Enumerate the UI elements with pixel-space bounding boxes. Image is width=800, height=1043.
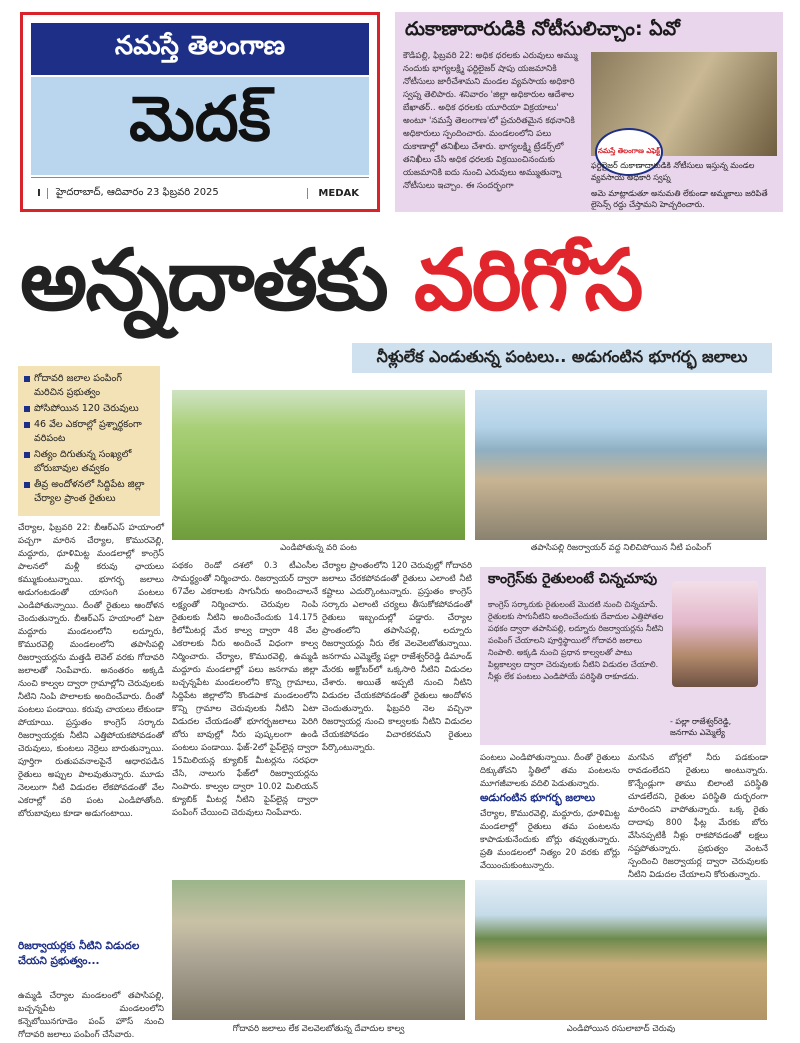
edition-title: మెదక్ [31, 77, 369, 175]
highlight-item: తీవ్ర అందోళనలో సిద్దిపేట జిల్లా చేర్యాల ప్రాంత రైతులు [24, 478, 154, 506]
canal-photo [172, 880, 465, 1020]
reservoir-caption: తపాసిపల్లి రిజర్వాయర్ వద్ద నిలిచిపోయిన నీటి పంపింగ్ [530, 543, 712, 553]
notice-headline: దుకాణాదారుడికి నోటీసులిచ్చాం: ఏవో [405, 18, 680, 40]
notice-tail: అమె మాట్లాడుతూ అనుమతి లేకుండా అమ్మకాలు జరిపితే లైసెన్స్ రద్దు చేస్తామని హెచ్చరించారు. [591, 189, 768, 209]
article-column-4: మగపిన బోర్లలో నీరు పడకుండా రావడంలేదని రైతులు అంటున్నారు. కొన్నేండ్లుగా తాము బిలాంటి పరిస్థితి చూడలేదని, రైతుల పరిస్థితి దుర్భరంగా మారిందని వాపోతున్నారు. ఒక్క రైతు దాదాపు 800 ఫీట్ల మేరకు బోరు వేసినప్పటికీ నీళ్లు రాకపోవడంతో లక్షలు నష్టపోతున్నారు. ప్రభుత్వం వెంటనే స్పందించి రిజర్వాయర్ల ద్వారా చెరువులకు నీటిని విడుదల చేయాలని కోరుతున్నారు. [628, 753, 768, 880]
dateline: హైదరాబాద్, ఆదివారం 23 ఫిబ్రవరి 2025 [56, 187, 219, 198]
congress-box [480, 567, 766, 745]
column-1-tail: ఉమ్మడి చేర్యాల మండలంలో తపాసిపల్లి, బచ్చన్నపేట మండలంలోని కన్నెబోయినగూడెం పంప్ హౌస్ నుంచి గోదావరి జలాలు పంపింగ్ చేసేవారు. [18, 991, 164, 1040]
article-column-2: పథకం రెండో దశలో 0.3 టీఎంసీల సామర్థ్యంతో నిర్మించారు. రిజర్వాయర్ ద్వారా 67వేల ఎకరాలకు సాగునీరు అందించాలనే లక్ష్యంతో నిర్మించారు. చెరువుల నింపి రైతులకు నీటిని అందించేందుకు 14.175 కిలోమీటర్ల మేర కాల్వ ద్వారా 48 వేల ఎకరాలకు నీరు అందించే విధంగా కాల్వ నిర్మించారు. చేర్యాల, కొమురవెల్లి, ఉమ్మడి మద్దూరు మండలాల్లో పలు జనగామ జిల్లా బచ్చన్నపేట మండలంలోని కొన్ని గ్రామాలు, సిద్దిపేట జిల్లాలోని కొండపాక మండలంలోని కొన్ని గ్రామాల చెరువులకు నీటిని ఏటా విడుదల చేయడంతో భూగర్భజలాలు పెరిగి బోరు బావుల్లో నీరు పుష్కలంగా ఉండి పంటలు పండాయి. ఫేజ్-2లో పైప్‌లైన్ల ద్వారా 15మిలియన్ల క్యూబిక్ మీటర్లను సరఫరా చేసి, నాలుగు ఫేజ్‌లో రిజర్వాయర్లను నింపారు. కాల్వల ద్వారా 10.02 మిలియన్ క్యూబిక్ మీటర్ల నీటిని పైప్‌లైన్ల ద్వారా పంపింగ్ చేయించి చెరువులు నింపేవారు. [172, 561, 318, 818]
article-column-3: చేర్యాల ప్రాంతంలోని 120 చెరువుల్లో గోదావరి జలాలు చేరకపోవడంతో రైతులు ఎలాంటి నీటి కష్టాలు ఎదుర్కొంటున్నారు. ప్రస్తుతం కాంగ్రెస్ సర్కారు ఎలాంటి చర్యలు తీసుకోకపోవడంతో రైతులు ఇబ్బందుల్లో పడ్డారు. చేర్యాల ప్రాంతంలోని తపాసిపల్లి, లద్నూరు రిజర్వాయర్లు నీరు లేక వెలవెలబోతున్నాయి. జనగామ ఎమ్మెల్యే పల్లా రాజేశ్వర్‌రెడ్డి డిమాండ్ మేరకు అక్టోబర్‌లో ఒక్కసారి నీటిని విడుదల చేశారు. అయితే అప్పటి నుంచి నీటిని విడుదల చేయకపోవడంతో రైతులు ఆందోళన చెందుతున్నారు. ఫిబ్రవరి నెల వచ్చినా రిజర్వాయర్ల నుంచి కాల్వలకు నీటిని విడుదల చేయకపోవడం విచారకరమని రైతులు పేర్కొంటున్నారు. [322, 561, 472, 753]
groundwater-subhead: అడుగంటిన భూగర్భ జలాలు [480, 792, 596, 804]
congress-body: కాంగ్రెస్ సర్కారుకు రైతులంటే మొదటి నుంచి చిన్నచూపే. రైతులకు సాగునీటిని అందించేందుకు దేవాదుల ఎత్తిపోతల పథకం ద్వారా తపాసిపల్లి, లద్నూరు రిజర్వాయర్లను నీటిని పంపింగ్ చేయాలని పూర్తిస్థాయిలో గోదావరి జలాలు నింపాలి. అక్కడి నుంచి ప్రధాన కాల్వలతో పాటు పిల్లకాల్వల ద్వారా చెరువులకు నీటిని విడుదల చేయాలి. నీళ్లు లేక పంటలు ఎండిపోయే పరిస్థితి రాకూడదు. [488, 600, 664, 681]
highlights-box [18, 366, 160, 516]
notice-body: కౌడిపల్లి, ఫిబ్రవరి 22: అధిక ధరలకు ఎరువులు అమ్ము నందుకు భాగ్యలక్ష్మి ఫర్టిలైజర్ షాపు యజమానికి నోటీసులు జారీచేశామని మండల వ్యవసాయ అధికారి స్వప్న తెలిపారు. శనివారం 'జిల్లా అధికారుల ఆదేశాల బేఖాతర్.. అధిక ధరలకు యూరియా విక్రయాలు' అంటూ 'నమస్తే తెలంగాణ'లో ప్రచురితమైన కథనానికి అధికారులు స్పందించారు. మండలంలోని పలు దుకాణాల్లో తనిఖీలు చేశారు. భాగ్యలక్ష్మి ట్రేడర్స్‌లో తనిఖీలు చేసి అధిక ధరలకు విక్రయించినందుకు యజమానికి ఐదు నుంచి ఎరువులు అమ్ముతున్నా నోటీసులు ఇచ్చాం. ఈ సందర్భంగా [403, 51, 578, 191]
lake-caption: ఎండిపోయిన రసులాబాద్ చెరువు [566, 1024, 676, 1034]
lake-photo [475, 880, 767, 1020]
effect-stamp: నమస్తే తెలంగాణ ఎఫెక్ట్ [595, 128, 663, 176]
reservoir-photo [475, 390, 767, 540]
dateline-bar [31, 177, 369, 208]
notice-story [395, 12, 783, 212]
mla-portrait [672, 581, 758, 687]
highlight-item: 46 వేల ఎకరాల్లో ప్రశ్నార్థకంగా వరిపంట [24, 418, 154, 446]
congress-signature: - పల్లా రాజేశ్వర్‌రెడ్డి, జనగామ ఎమ్మెల్యే [670, 717, 732, 737]
paddy-photo [172, 390, 465, 540]
paddy-caption: ఎండిపోతున్న వరి పంట [280, 543, 357, 553]
congress-headline: కాంగ్రెస్‌కు రైతులంటే చిన్నచూపు [488, 571, 658, 587]
main-headline [20, 225, 780, 335]
highlight-item: గోదావరి జలాల పంపింగ్ మరిచిన ప్రభుత్వం [24, 372, 154, 400]
column-1-subhead: రిజర్వాయర్లకు నీటిని విడుదల చేయని ప్రభుత్వం... [18, 940, 140, 967]
highlight-item: పోసిపోయిన 120 చెరువులు [24, 402, 154, 416]
newspaper-brand: నమస్తే తెలంగాణ [31, 23, 369, 75]
groundwater-body: చేర్యాల, కొమురవెల్లి, మద్దూరు, ధూళిమిట్ట మండలాల్లో రైతులు తమ పంటలను కాపాడుకునేందుకు బోర్లు తవ్వుతున్నారు. ప్రతి మండలంలో నిత్యం 20 వరకు బోర్లు వేయించుకుంటున్నారు. [480, 809, 620, 871]
highlight-item: నిత్యం దిగుతున్న సంఖ్యలో బోరుబావుల తవ్వకం [24, 448, 154, 476]
article-column-1: చేర్యాల, ఫిబ్రవరి 22: బీఆర్ఎస్ హయాంలో పచ్చగా మారిన చేర్యాల, కొమురవెల్లి, మద్దూరు, ధూళిమిట్ట మండలాల్లో కాంగ్రెస్ పాలనలో మళ్లీ కరువు ఛాయలు కమ్ముకుంటున్నాయి. భూగర్భ జలాలు అడుగంటడంతో యాసంగి పంటలు ఎండిపోతున్నాయి. దీంతో రైతులు ఆందోళన చెందుతున్నారు. బీఆర్ఎస్ హయాంలో ఏటా మద్దూరు మండలంలోని లద్నూరు, కొమురవెల్లి మండలంలోని తపాసిపల్లి రిజర్వాయర్లను మత్తడి లెవెల్ వరకు గోదావరి జలాలతో నింపేవారు. అనంతరం అక్కడి నుంచి కాల్వల ద్వారా గ్రామాల్లోని చెరువులకు నీటిని నింపి పొలాలకు అందించేవారు. దీంతో పంటలు పండాయి. కరువు చాయలు లేకుండా పోయాయి. ప్రస్తుతం కాంగ్రెస్ సర్కారు రిజర్వాయర్లకు నీటిని ఎత్తిపోయకపోవడంతో చెరువులు, కుంటలు నెర్రెలు బారుతున్నాయి. పూర్తిగా రుతుపవనాలపైనే ఆధారపడిన రైతులు అప్పుల పాలవుతున్నారు. మూడు నెలలుగా నీటి విడుదల లేకపోవడంతో వేల ఎకరాల్లో వరి పంట ఎండిపోతోంది. బోరుబావులు కూడా అడుగంటాయి. [18, 523, 164, 819]
subheadline: నీళ్లులేక ఎండుతున్న పంటలు.. అడుగంటిన భూగర్భ జలాలు [352, 343, 772, 373]
masthead [20, 12, 380, 212]
article-column-3b: పంటలు ఎండిపోతున్నాయి. దీంతో రైతులు దిక్కుతోచని స్థితిలో తమ పంటలను మూగజీవాలకు వదిలి పెడుతున్నారు. [480, 753, 620, 789]
notice-caption: ఫర్టిలైజర్ దుకాణాదారుడికి నోటీసులు ఇస్తున్న మండల వ్యవసాయ అధికారి స్వప్న [591, 161, 755, 182]
headline-part1: అన్నదాతకు [20, 231, 414, 329]
edition-name: MEDAK [307, 188, 369, 199]
canal-caption: గోదావరి జలాలు లేక వెలవెలబోతున్న దేవాదుల కాల్వ [232, 1024, 405, 1034]
headline-part2: వరిగోస [414, 231, 642, 329]
issue-mark: I [31, 188, 48, 199]
